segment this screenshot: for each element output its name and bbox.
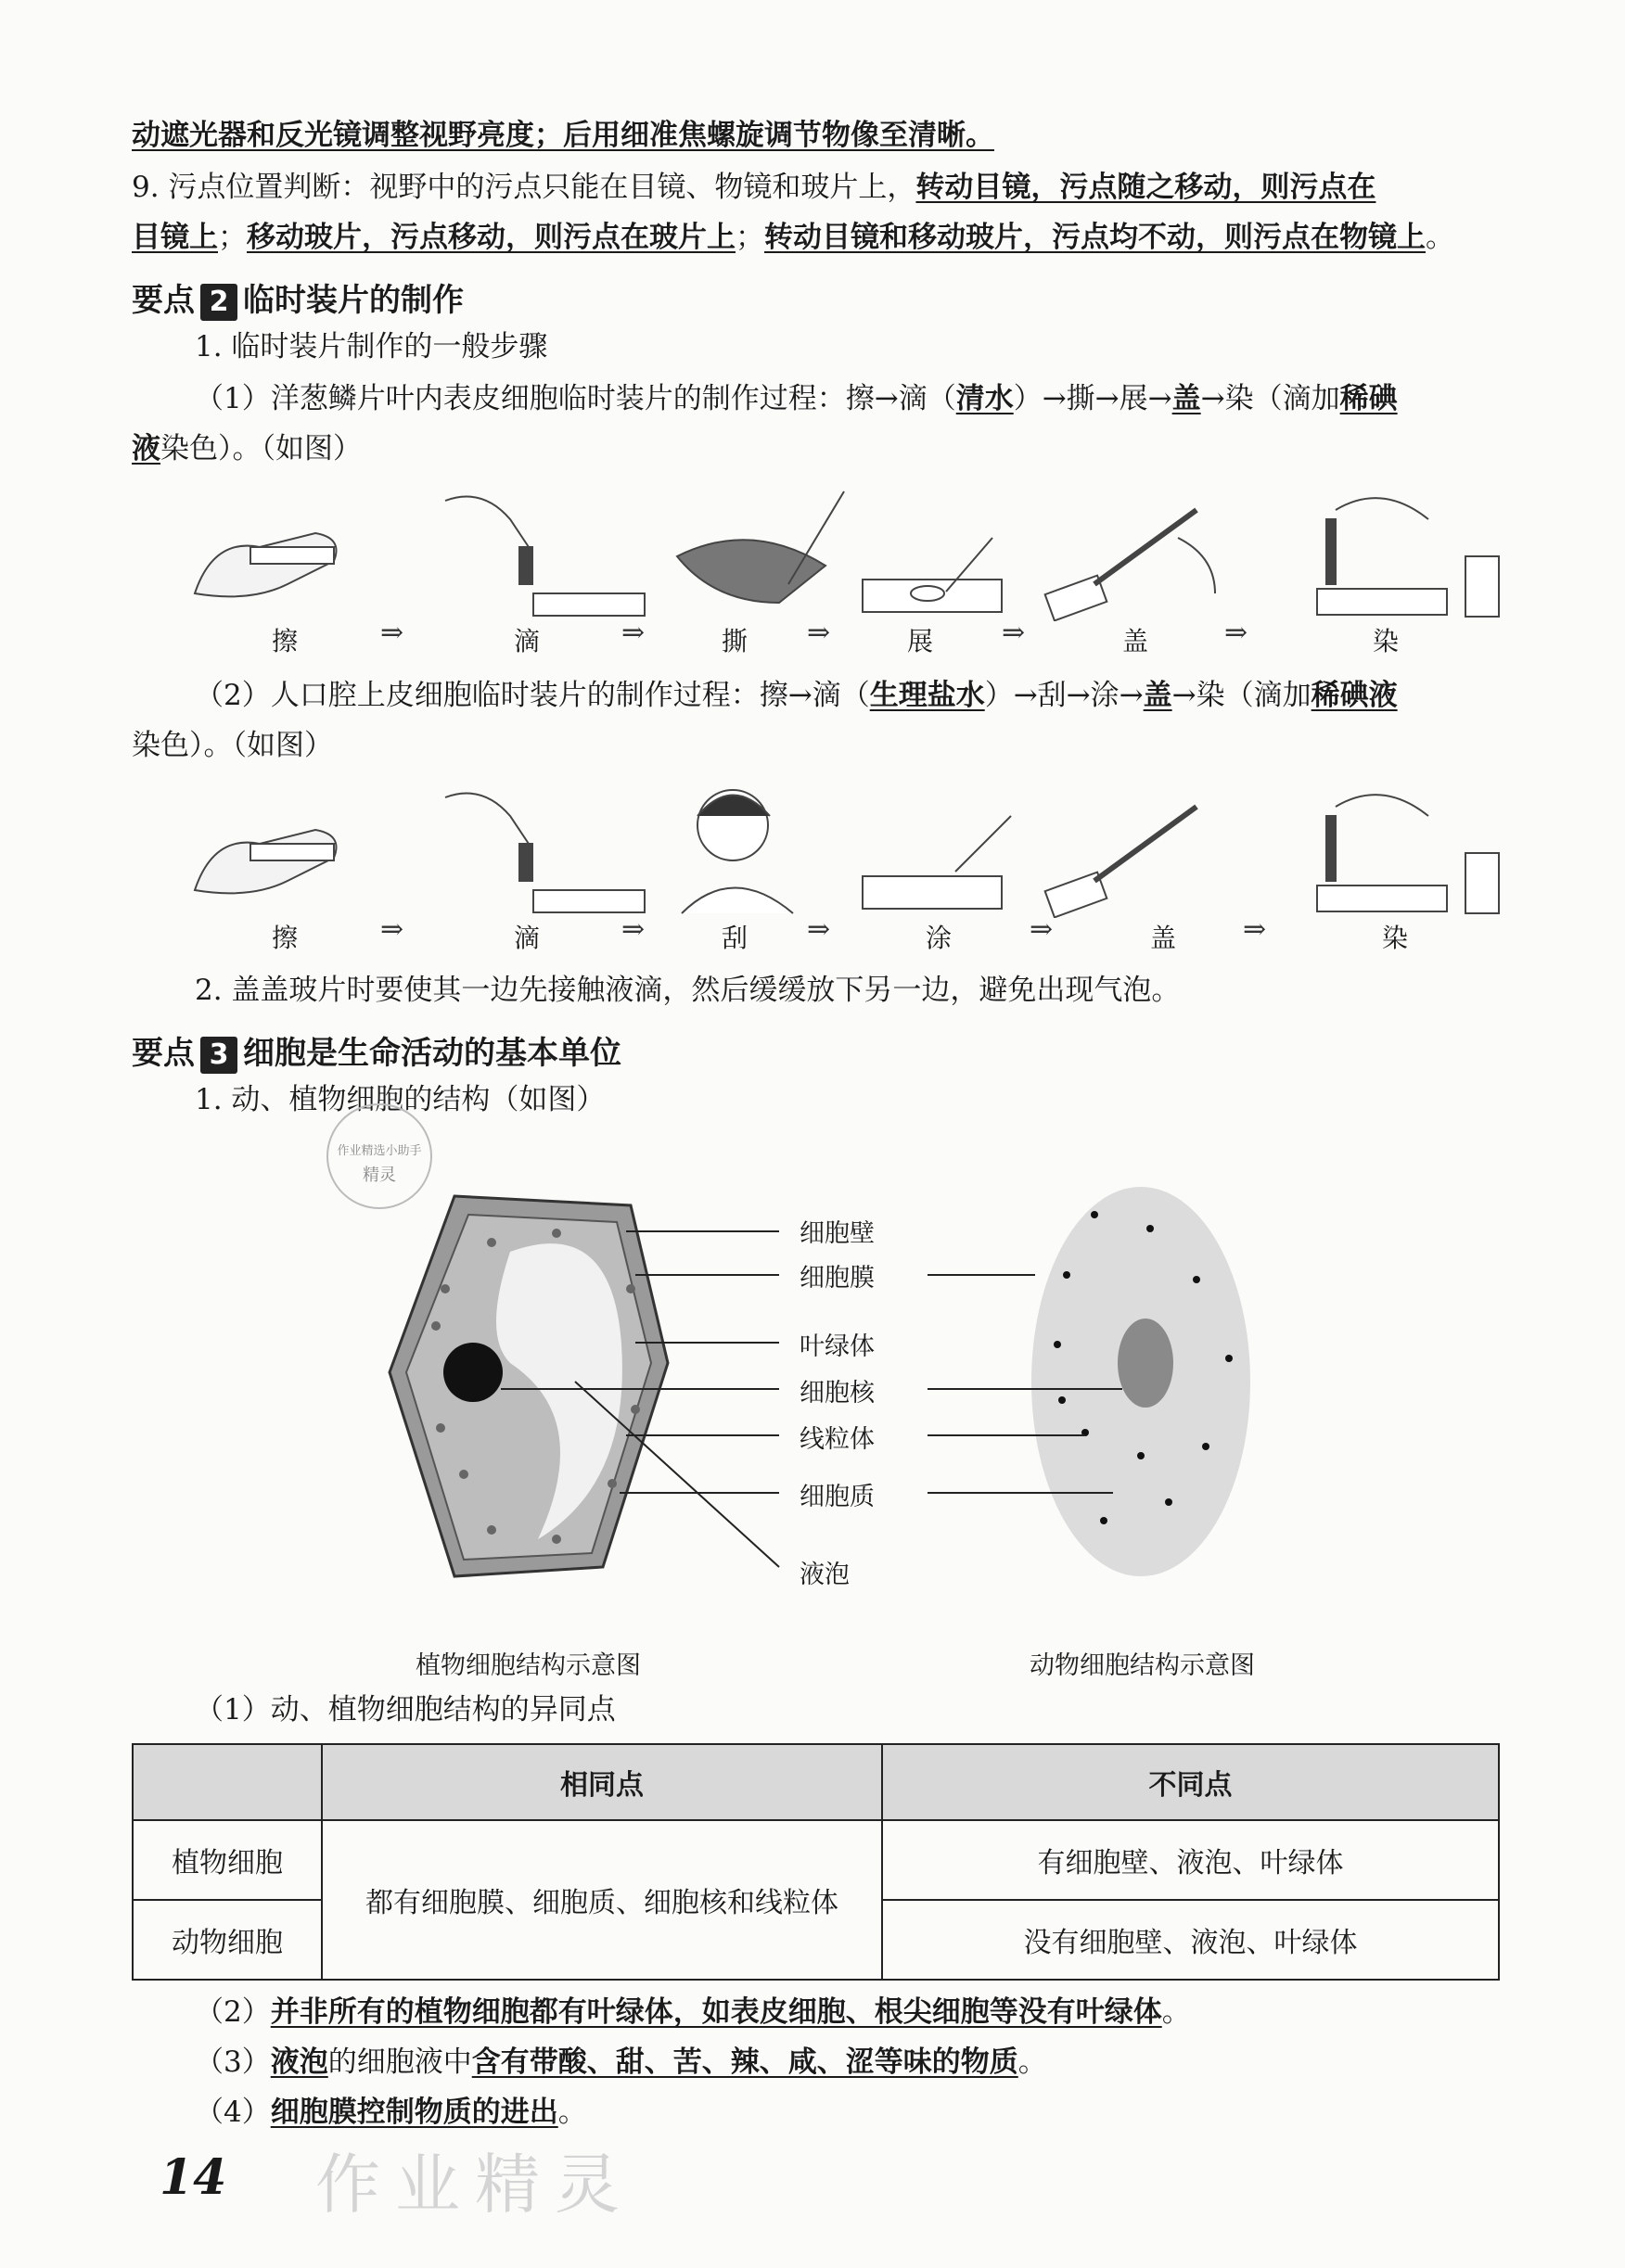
step-label-wipe: 擦 [272,626,299,656]
table-row [133,1820,1499,1900]
cell-same: 都有细胞膜、细胞质、细胞核和线粒体 [322,1820,882,1980]
step-label-drop: 滴 [514,923,541,953]
arrow-icon: ⇒ [1224,617,1248,649]
text-line: 2. 盖盖玻片时要使其一边先接触液滴，然后缓缓放下另一边，避免出现气泡。 [195,974,1181,1007]
heading-title: 细胞是生命活动的基本单位 [243,1035,621,1072]
animal-cell-figure [928,1187,1250,1576]
text-line [132,217,1454,258]
underlined-text: 生理盐水 [869,679,985,712]
onion-procedure-figure [176,482,1503,658]
label-chloroplast: 叶绿体 [800,1332,875,1361]
row-label-plant: 植物细胞 [133,1820,322,1900]
underlined-text: 目镜上 [132,221,218,254]
comparison-table [132,1743,1500,1981]
watermark: 作业精灵 [315,2147,634,2223]
table-header-same: 相同点 [322,1744,882,1820]
text-line: （1）洋葱鳞片叶内表皮细胞临时装片的制作过程：擦→滴（清水）→撕→展→盖→染（滴加稀碘 [195,382,1398,415]
text-line: （1）动、植物细胞结构的异同点 [195,1693,616,1726]
text-line [132,115,994,156]
label-nucleus: 细胞核 [800,1379,875,1408]
heading-prefix: 要点 [132,1035,195,1072]
label-cell-wall: 细胞壁 [800,1219,875,1248]
arrow-icon: ⇒ [621,913,646,946]
step-label-stain: 染 [1382,923,1409,953]
text: ； [218,221,247,254]
step-label-drop: 滴 [514,626,541,656]
text: 9. 污点位置判断：视野中的污点只能在目镜、物镜和玻片上， [132,171,916,204]
step-label-spread: 展 [907,626,934,656]
underlined-text: 含有带酸、甜、苦、辣、咸、涩等味的物质 [471,2045,1018,2079]
underlined-text: 转动目镜和移动玻片，污点均不动，则污点在物镜上 [764,221,1426,254]
underlined-text: 动遮光器和反光镜调整视野亮度；后用细准焦螺旋调节物像至清晰。 [132,119,994,152]
underlined-text: 液 [132,432,160,465]
heading-number: 3 [200,1037,237,1074]
text-line: 液染色）。（如图） [132,432,362,465]
arrow-icon: ⇒ [1243,913,1267,946]
section-heading-2 [132,274,464,321]
row-label-animal: 动物细胞 [133,1900,322,1980]
stamp-text: 作业精选小助手 [337,1144,422,1158]
text-line: （4）细胞膜控制物质的进出。 [195,2096,587,2129]
underlined-text: 并非所有的植物细胞都有叶绿体，如表皮细胞、根尖细胞等没有叶绿体 [270,1995,1162,2029]
arrow-icon: ⇒ [807,617,831,649]
step-label-smear: 涂 [926,923,953,953]
arrow-icon: ⇒ [1002,617,1026,649]
step-label-stain: 染 [1373,626,1400,656]
text-line [132,167,1375,208]
text-line: 1. 动、植物细胞的结构（如图） [195,1083,606,1116]
text: 。 [1426,221,1454,254]
cheek-procedure-figure [176,779,1503,955]
step-label-wipe: 擦 [272,923,299,953]
arrow-icon: ⇒ [380,913,404,946]
underlined-text: 移动玻片，污点移动，则污点在玻片上 [247,221,736,254]
underlined-text: 转动目镜，污点随之移动，则污点在 [915,171,1376,204]
step-label-cover: 盖 [1122,626,1149,656]
caption-animal-cell: 动物细胞结构示意图 [1030,1651,1255,1680]
text-line: （2）人口腔上皮细胞临时装片的制作过程：擦→滴（生理盐水）→刮→涂→盖→染（滴加稀碘液 [195,679,1398,712]
heading-number: 2 [200,284,237,321]
text-line: （3）液泡的细胞液中含有带酸、甜、苦、辣、咸、涩等味的物质。 [195,2045,1047,2079]
cell-diff-animal: 没有细胞壁、液泡、叶绿体 [882,1900,1499,1980]
arrow-icon: ⇒ [807,913,831,946]
arrow-icon: ⇒ [380,617,404,649]
label-cell-membrane: 细胞膜 [800,1264,875,1293]
plant-cell-figure [390,1196,779,1576]
step-label-scrape: 刮 [722,923,749,953]
underlined-text: 清水 [955,382,1014,415]
heading-prefix: 要点 [132,282,195,319]
text-line: （2）并非所有的植物细胞都有叶绿体，如表皮细胞、根尖细胞等没有叶绿体。 [195,1995,1191,2029]
caption-plant-cell: 植物细胞结构示意图 [416,1651,641,1680]
procedure-illustrations [176,482,1503,621]
text: 1. 临时装片制作的一般步骤 [195,330,548,363]
underlined-text: 稀碘液 [1311,679,1398,712]
label-cytoplasm: 细胞质 [800,1483,875,1511]
step-label-tear: 撕 [722,626,749,656]
table-header-diff: 不同点 [882,1744,1499,1820]
underlined-text: 盖 [1143,679,1172,712]
underlined-text: 盖 [1171,382,1201,415]
page-number: 14 [160,2149,227,2206]
underlined-text: 稀碘 [1339,382,1398,415]
text-line [195,326,547,367]
procedure-illustrations [176,779,1503,918]
arrow-icon: ⇒ [621,617,646,649]
arrow-icon: ⇒ [1030,913,1054,946]
stamp-text: 精灵 [363,1166,396,1185]
label-vacuole: 液泡 [800,1561,850,1589]
underlined-text: 细胞膜控制物质的进出 [270,2096,558,2129]
step-label-cover: 盖 [1150,923,1177,953]
label-mitochondria: 线粒体 [800,1425,875,1454]
text: ； [736,221,764,254]
heading-title: 临时装片的制作 [243,282,464,319]
cell-diff-plant: 有细胞壁、液泡、叶绿体 [882,1820,1499,1900]
text-line: 染色）。（如图） [132,729,333,762]
underlined-text: 液泡 [270,2045,328,2079]
table-corner [133,1744,322,1820]
section-heading-3 [132,1027,621,1074]
